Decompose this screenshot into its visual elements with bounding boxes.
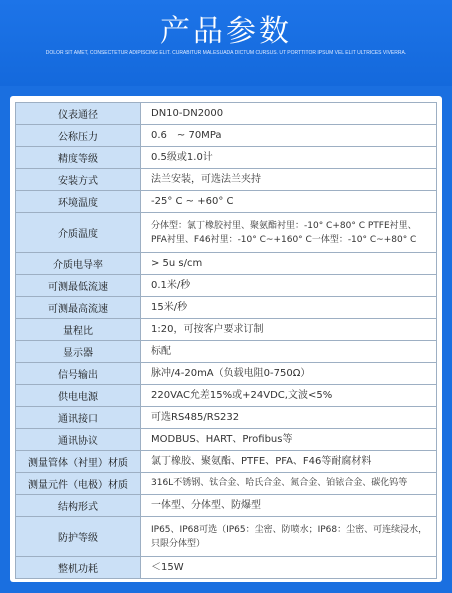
page-subtitle: DOLOR SIT AMET, CONSECTETUR ADIPISCING ELIT. CURABITUR MALESUADA DICTUM CURSUS. UT PORTTITOR IPSUM VEL ELIT ULTRICES VIVERRA.	[45, 50, 407, 56]
table-row	[16, 275, 437, 297]
spec-label: 可测最高流速	[16, 297, 141, 319]
table-row	[16, 429, 437, 451]
spec-value: 氯丁橡胶、聚氨酯、PTFE、PFA、F46等耐腐材料	[141, 451, 437, 473]
spec-value: DN10-DN2000	[141, 103, 437, 125]
spec-value: 0.6 ~ 70MPa	[141, 125, 437, 147]
spec-label: 通讯协议	[16, 429, 141, 451]
spec-value: 0.1米/秒	[141, 275, 437, 297]
table-row	[16, 297, 437, 319]
table-row	[16, 213, 437, 253]
spec-value: 15米/秒	[141, 297, 437, 319]
spec-value: 一体型、分体型、防爆型	[141, 495, 437, 517]
table-row	[16, 253, 437, 275]
spec-label: 测量管体（衬里）材质	[16, 451, 141, 473]
table-row	[16, 169, 437, 191]
spec-value: 1:20，可按客户要求订制	[141, 319, 437, 341]
spec-label: 测量元件（电极）材质	[16, 473, 141, 495]
spec-value: IP65、IP68可选（IP65：尘密、防喷水；IP68：尘密、可连续浸水，只限分体型）	[141, 517, 437, 557]
spec-label: 可测最低流速	[16, 275, 141, 297]
table-row	[16, 557, 437, 579]
spec-label: 介质温度	[16, 213, 141, 253]
spec-value: ＜15W	[141, 557, 437, 579]
spec-label: 供电电源	[16, 385, 141, 407]
spec-panel	[10, 96, 442, 582]
table-row	[16, 103, 437, 125]
spec-label: 信号输出	[16, 363, 141, 385]
spec-value: 法兰安装，可选法兰夹持	[141, 169, 437, 191]
spec-value: MODBUS、HART、Profibus等	[141, 429, 437, 451]
spec-label: 环境温度	[16, 191, 141, 213]
spec-value: 0.5级或1.0计	[141, 147, 437, 169]
spec-label: 公称压力	[16, 125, 141, 147]
spec-label: 安装方式	[16, 169, 141, 191]
page-title: 产品参数	[160, 14, 292, 49]
table-row	[16, 451, 437, 473]
spec-value: 标配	[141, 341, 437, 363]
table-row	[16, 147, 437, 169]
table-row	[16, 517, 437, 557]
table-row	[16, 473, 437, 495]
spec-label: 整机功耗	[16, 557, 141, 579]
spec-value: 可选RS485/RS232	[141, 407, 437, 429]
spec-value: 316L不锈钢、钛合金、哈氏合金、氮合金、铂铱合金、碳化钨等	[141, 473, 437, 495]
table-row	[16, 341, 437, 363]
table-row	[16, 125, 437, 147]
header-banner	[0, 0, 452, 86]
table-row	[16, 191, 437, 213]
table-row	[16, 385, 437, 407]
spec-value: 分体型：氯丁橡胶衬里、聚氨酯衬里：-10° C+80° C PTFE衬里、PFA衬里、F46衬里：-10° C~+160° C一体型：-10° C~+80° C	[141, 213, 437, 253]
spec-label: 显示器	[16, 341, 141, 363]
spec-value: > 5u s/cm	[141, 253, 437, 275]
spec-value: 脉冲/4-20mA（负载电阻0-750Ω）	[141, 363, 437, 385]
spec-value: -25° C ~ +60° C	[141, 191, 437, 213]
table-row	[16, 363, 437, 385]
spec-label: 精度等级	[16, 147, 141, 169]
spec-table	[15, 102, 437, 579]
table-row	[16, 319, 437, 341]
table-row	[16, 407, 437, 429]
spec-value: 220VAC允差15%或+24VDC,文波<5%	[141, 385, 437, 407]
spec-label: 防护等级	[16, 517, 141, 557]
spec-label: 通讯接口	[16, 407, 141, 429]
table-row	[16, 495, 437, 517]
spec-label: 仪表通径	[16, 103, 141, 125]
spec-label: 结构形式	[16, 495, 141, 517]
spec-label: 介质电导率	[16, 253, 141, 275]
spec-label: 量程比	[16, 319, 141, 341]
